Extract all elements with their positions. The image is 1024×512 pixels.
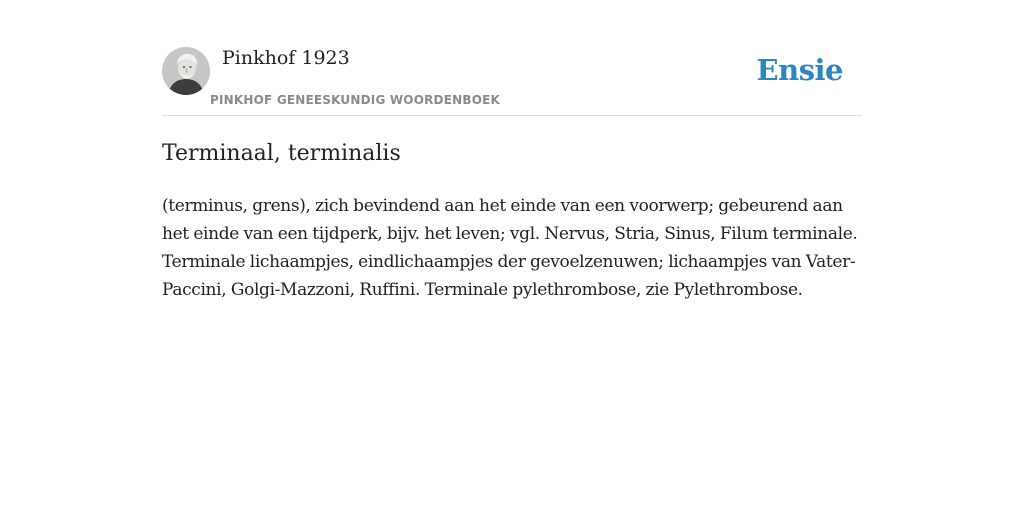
author-portrait-icon[interactable] bbox=[162, 47, 210, 95]
dictionary-name: PINKHOF GENEESKUNDIG WOORDENBOEK bbox=[210, 93, 500, 107]
entry-definition: (terminus, grens), zich bevindend aan het einde van een voorwerp; gebeurend aan het einde van een tijdperk, bijv. het leven; vgl. Nervus, Stria, Sinus, Filum terminale. Terminale lichaampjes, eindlichaampjes der gevoelzenuwen; lichaampjes van Vater-Paccini, Golgi-Mazzoni, Ruffini. Terminale pylethrombose, zie Pylethrombose. bbox=[162, 196, 858, 300]
author-name[interactable]: Pinkhof 1923 bbox=[222, 47, 350, 69]
ensie-logo[interactable]: Ensie bbox=[756, 53, 843, 87]
header bbox=[162, 46, 862, 116]
entry-title: Terminaal, terminalis bbox=[162, 141, 401, 166]
